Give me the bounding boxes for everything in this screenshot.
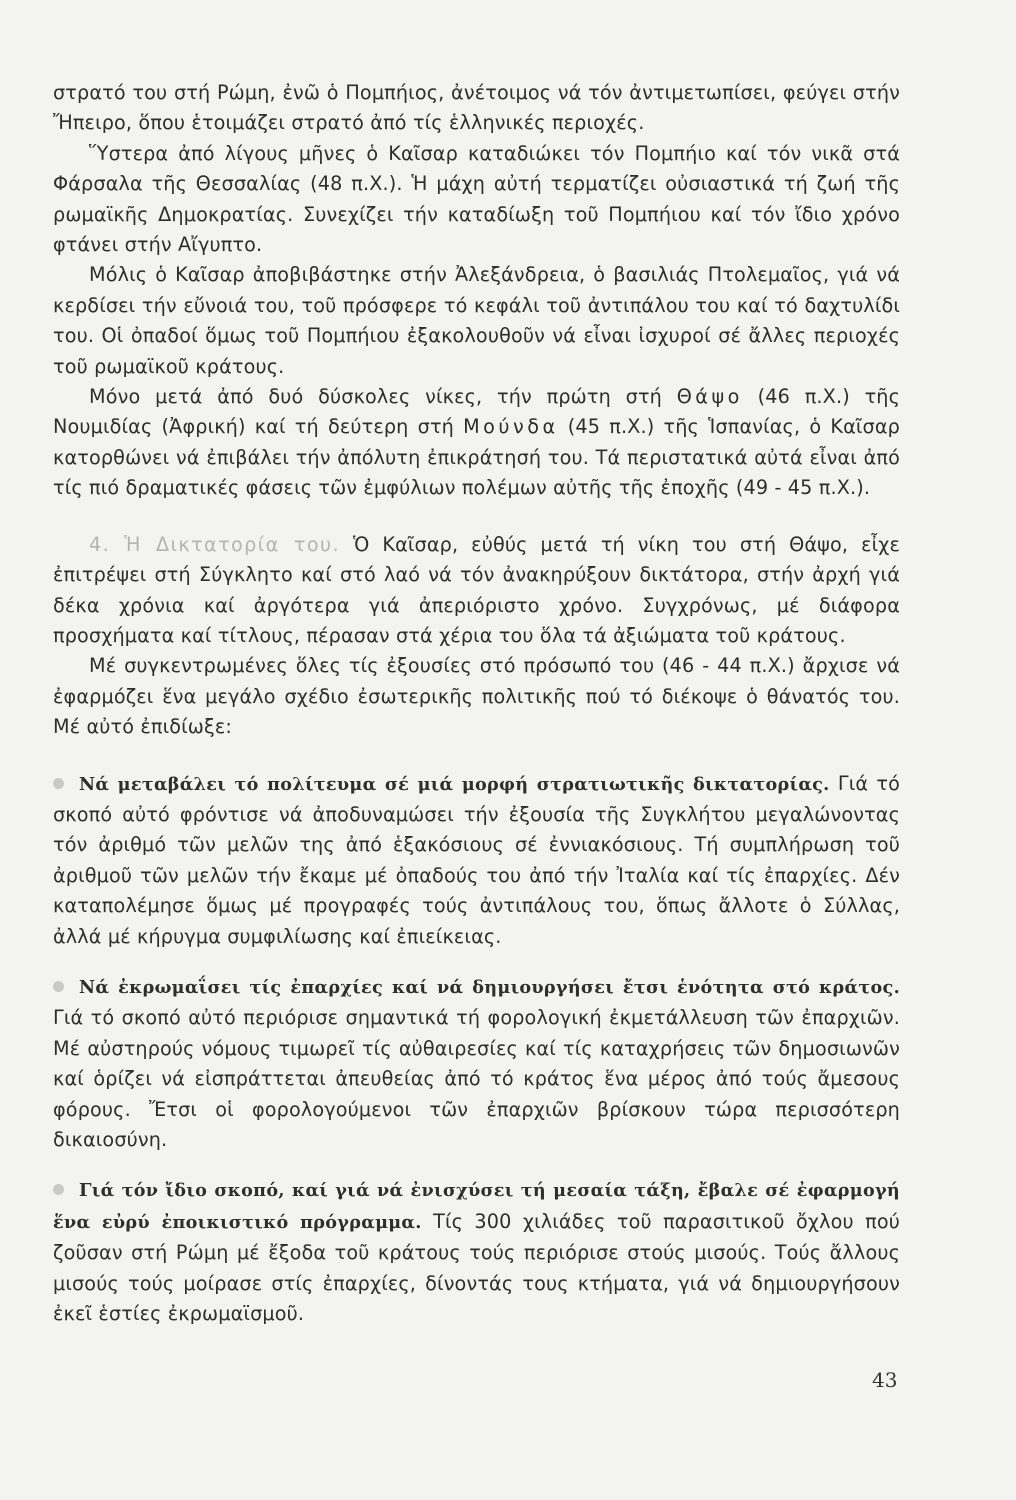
bullet-text: Τίς 300 χιλιάδες τοῦ παρασιτικοῦ ὄχλου πού ζοῦσαν στή Ρώμη μέ ἔξοδα τοῦ κράτους τούς περιόρισε στούς μισούς. Τούς ἄλλους μισούς τούς μοίρασε στίς ἐπαρχίες, δίνοντάς τους κτήματα, γιά νά δημιουργήσουν ἐκεῖ ἑστίες ἐκρωμαϊσμοῦ.: [53, 1209, 900, 1326]
bullet-heading: Νά ἐκρωμαΐσει τίς ἐπαρχίες καί νά δημιουργήσει ἔτσι ἑνότητα στό κράτος.: [79, 976, 900, 998]
bullet-item-romanize-provinces: [53, 972, 900, 1155]
bullet-heading: Νά μεταβάλει τό πολίτευμα σέ μιά μορφή στρατιωτικῆς δικτατορίας.: [79, 773, 830, 795]
page-number: 43: [872, 1368, 898, 1392]
paragraph-continuation: στρατό του στή Ρώμη, ἐνῶ ὁ Πομπήιος, ἀνέτοιμος νά τόν ἀντιμετωπίσει, φεύγει στήν Ἤπειρο, ὅπου ἑτοιμάζει στρατό ἀπό τίς ἑλληνικές περιοχές.: [53, 81, 900, 135]
paragraph-dictatorship: [53, 530, 900, 652]
paragraph-pharsalus: Ὕστερα ἀπό λίγους μῆνες ὁ Καῖσαρ καταδιώκει τόν Πομπήιο καί τόν νικᾶ στά Φάρσαλα τῆς Θεσσαλίας (48 π.Χ.). Ἡ μάχη αὐτή τερματίζει οὐσιαστικά τή ζωή τῆς ρωμαϊκῆς Δημοκρατίας. Συνεχίζει τήν καταδίωξη τοῦ Πομπήιου καί τόν ἴδιο χρόνο φτάνει στήν Αἴγυπτο.: [53, 141, 900, 257]
victories-text-1: Μόνο μετά ἀπό δυό δύσκολες νίκες, τήν πρώτη στή: [89, 385, 677, 409]
victories-text-3: (45 π.Χ.) τῆς Ἱσπανίας, ὁ Καῖσαρ κατορθώνει νά ἐπιβάλει τήν ἀπόλυτη ἐπικράτησή του. Τά περιστατικά αὐτά εἶναι ἀπό τίς πιό δραματικές φάσεις τῶν ἐμφύλιων πολέμων αὐτῆς τῆς ἐποχῆς (49 - 45 π.Χ.).: [53, 415, 900, 500]
bullet-icon: [53, 778, 64, 789]
paragraph-alexandria: Μόλις ὁ Καῖσαρ ἀποβιβάστηκε στήν Ἀλεξάνδρεια, ὁ βασιλιάς Πτολεμαῖος, γιά νά κερδίσει τήν εὔνοιά του, τοῦ πρόσφερε τό κεφάλι τοῦ ἀντιπάλου του καί τό δαχτυλίδι του. Οἱ ὀπαδοί ὅμως τοῦ Πομπήιου ἐξακολουθοῦν νά εἶναι ἰσχυροί σέ ἄλλες περιοχές τοῦ ρωμαϊκοῦ κράτους.: [53, 263, 900, 378]
section-heading: 4. Ἡ Δικτατορία του.: [89, 532, 341, 556]
bullet-text: Γιά τό σκοπό αὐτό περιόρισε σημαντικά τή φορολογική ἐκμετάλλευση τῶν ἐπαρχιῶν. Μέ αὐστηρούς νόμους τιμωρεῖ τίς αὐθαιρεσίες καί τίς καταχρήσεις τῶν δημοσιωνῶν καί ὁρίζει νά εἰσπράττεται ἀπευθείας ἀπό τό κράτος ἕνα μέρος ἀπό τούς ἄμεσους φόρους. Ἔτσι οἱ φορολογούμενοι τῶν ἐπαρχιῶν βρίσκουν τώρα περισσότερη δικαιοσύνη.: [53, 1006, 900, 1151]
place-munda: Μούνδα: [463, 415, 559, 439]
paragraph-victories: [53, 382, 900, 504]
bullet-item-colonization: [53, 1175, 900, 1329]
bullet-item-military-dictatorship: [53, 769, 900, 952]
victories-text-2: (46 π.Χ.) τῆς Νουμιδίας (Ἀφρική) καί τή δεύτερη στή: [53, 385, 900, 439]
place-thapsus: Θάψο: [676, 385, 743, 409]
bullet-heading: Γιά τόν ἴδιο σκοπό, καί γιά νά ἐνισχύσει τή μεσαία τάξη, ἔβαλε σέ ἐφαρμογή ἕνα εὐρύ ἐποικιστικό πρόγραμμα.: [53, 1180, 900, 1233]
paragraph-policy: Μέ συγκεντρωμένες ὅλες τίς ἐξουσίες στό πρόσωπό του (46 - 44 π.Χ.) ἄρχισε νά ἐφαρμόζει ἕνα μεγάλο σχέδιο ἐσωτερικῆς πολιτικῆς πού τό διέκοψε ὁ θάνατός του. Μέ αὐτό ἐπιδίωξε:: [53, 654, 900, 739]
bullet-icon: [53, 1184, 64, 1195]
bullet-text: Γιά τό σκοπό αὐτό φρόντισε νά ἀποδυναμώσει τήν ἐξουσία τῆς Συγκλήτου μεγαλώνοντας τόν ἀριθμό τῶν μελῶν της ἀπό ἑξακόσιους σέ ἐννιακόσιους. Τή συμπλήρωση τοῦ ἀριθμοῦ τῶν μελῶν τήν ἔκαμε μέ ὀπαδούς του ἀπό τήν Ἰταλία καί τίς ἐπαρχίες. Δέν καταπολέμησε ὅμως μέ προγραφές τούς ἀντιπάλους του, ὅπως ἄλλοτε ὁ Σύλλας, ἀλλά μέ κήρυγμα συμφιλίωσης καί ἐπιείκειας.: [53, 771, 900, 948]
dictatorship-text: Ὁ Καῖσαρ, εὐθύς μετά τή νίκη του στή Θάψο, εἶχε ἐπιτρέψει στή Σύγκλητο καί στό λαό νά τόν ἀνακηρύξουν δικτάτορα, στήν ἀρχή γιά δέκα χρόνια καί ἀργότερα γιά ἀπεριόριστο χρόνο. Συγχρόνως, μέ διάφορα προσχήματα καί τίτλους, πέρασαν στά χέρια του ὅλα τά ἀξιώματα τοῦ κράτους.: [53, 532, 900, 647]
bullet-icon: [53, 981, 64, 992]
